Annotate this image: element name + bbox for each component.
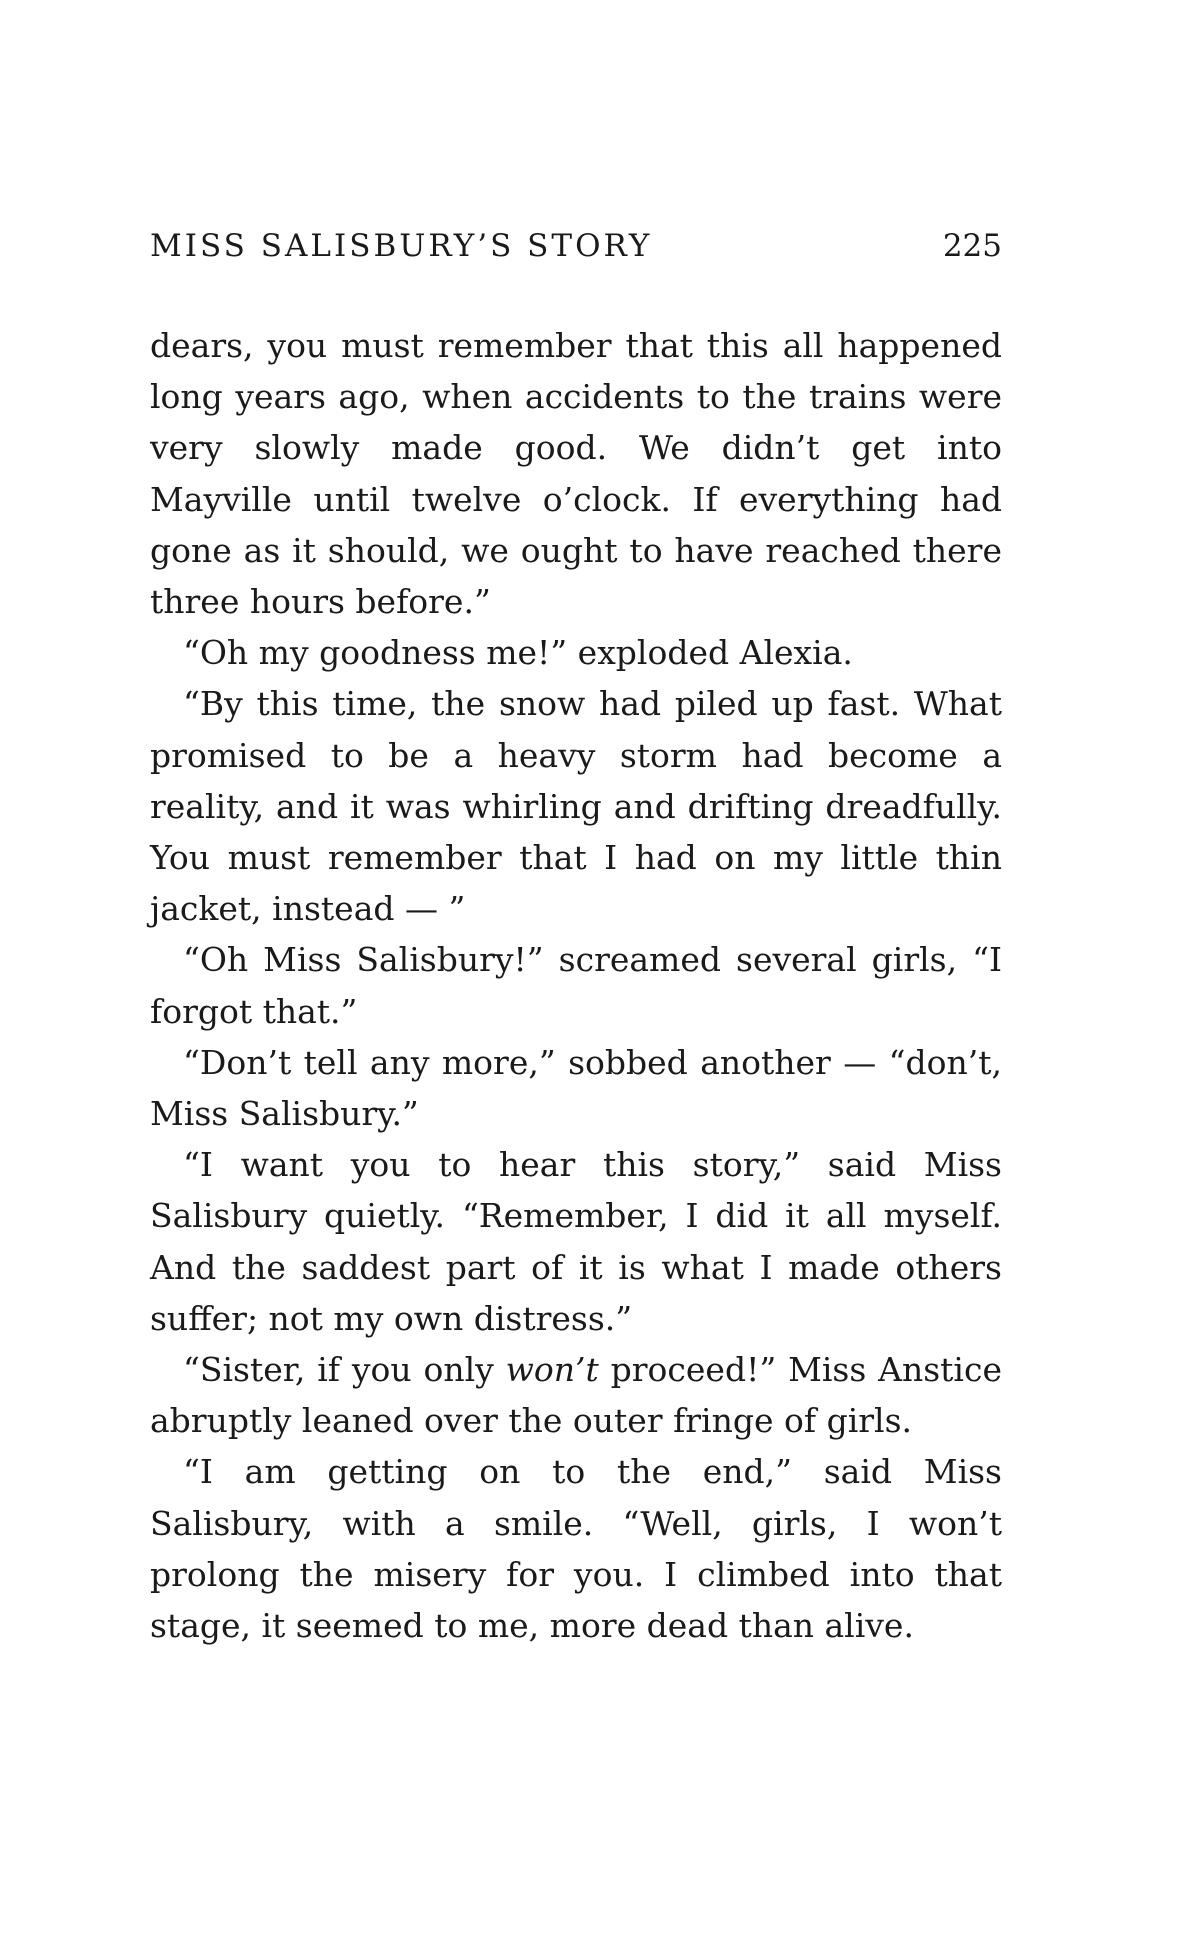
emphasized-word: won’t: [505, 1350, 599, 1390]
page-header: [150, 228, 1002, 268]
paragraph-snow-storm: “By this time, the snow had piled up fast. What promised to be a heavy storm had become a reality, and it was whirling and drifting dreadfully. You must remember that I had on my little thin jacket, instead — ”: [150, 684, 1002, 929]
book-page: [150, 228, 1002, 1651]
body-text: [150, 320, 1002, 1651]
running-title: MISS SALISBURY’S STORY: [150, 228, 653, 264]
paragraph-alexia-exclaims: “Oh my goodness me!” exploded Alexia.: [183, 633, 853, 673]
paragraph-sobbed-another: “Don’t tell any more,” sobbed another — “don’t, Miss Salisbury.”: [150, 1042, 1002, 1134]
paragraph-continued: dears, you must remember that this all happened long years ago, when accidents to the trains were very slowly made good. We didn’t get into Mayville until twelve o’clock. If everything had gone as it should, we ought to have reached there three hours before.”: [150, 326, 1002, 622]
paragraph-text-after-emphasis: proceed!” Miss Anstice abruptly leaned over the outer fringe of girls.: [150, 1350, 1002, 1441]
paragraph-girls-scream: “Oh Miss Salisbury!” screamed several girls, “I forgot that.”: [150, 940, 1002, 1031]
paragraph-hear-this-story: “I want you to hear this story,” said Miss Salisbury quietly. “Remember, I did it all myself. And the saddest part of it is what I made others suffer; not my own distress.”: [150, 1145, 1002, 1338]
page-number: 225: [942, 228, 1002, 264]
paragraph-text-before-emphasis: “Sister, if you only: [183, 1350, 506, 1390]
paragraph-miss-anstice: [150, 1344, 1002, 1446]
paragraph-getting-to-end: “I am getting on to the end,” said Miss Salisbury, with a smile. “Well, girls, I won’t prolong the misery for you. I climbed into that stage, it seemed to me, more dead than alive.: [150, 1452, 1002, 1646]
